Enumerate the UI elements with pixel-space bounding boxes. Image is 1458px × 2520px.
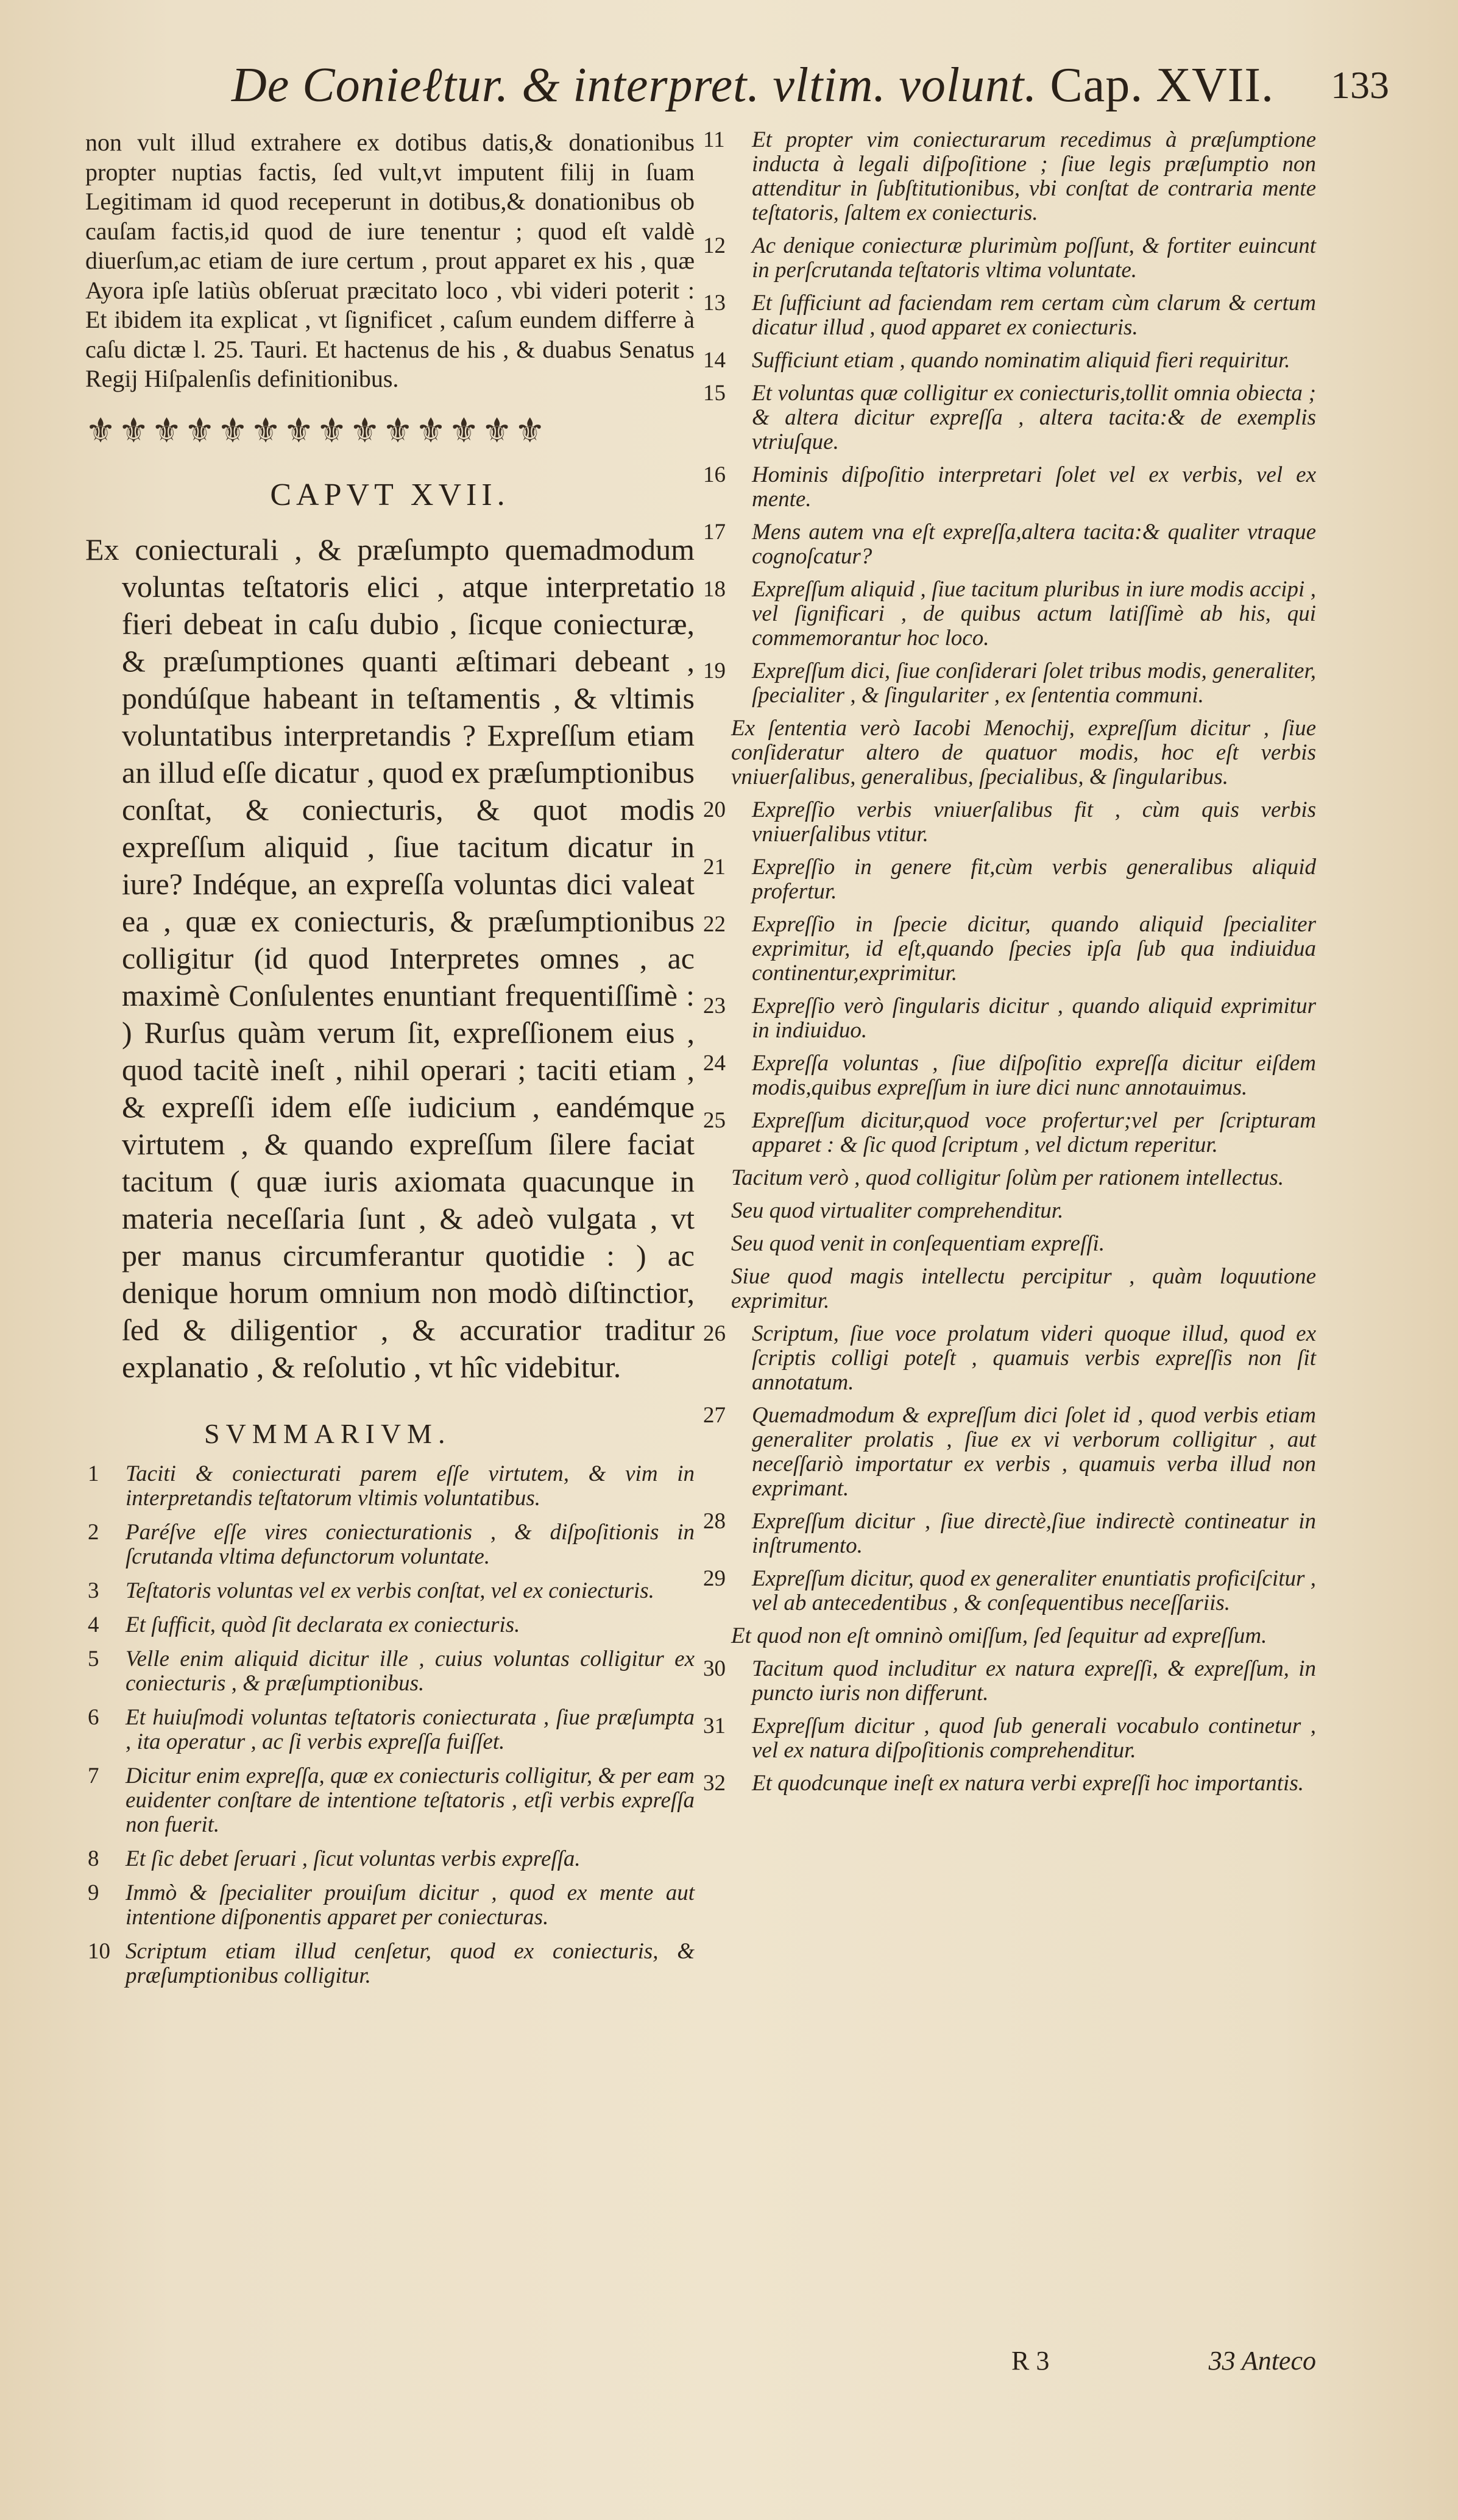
summarium-heading: SVMMARIVM. bbox=[204, 1417, 451, 1449]
summary-item-text: Taciti & coniecturati parem eſſe virtutem, & vim in interpretandis teſtatorum vltimis voluntatibus. bbox=[126, 1461, 695, 1511]
summary-item-number: 25 bbox=[703, 1108, 726, 1133]
summary-item-text: Expreſſio in genere fit,cùm verbis generalibus aliquid profertur. bbox=[752, 855, 1316, 904]
summary-item-number: 7 bbox=[88, 1763, 99, 1788]
summary-item bbox=[701, 659, 1316, 708]
chapter-label: Cap. XVII. bbox=[1050, 58, 1275, 112]
summary-item bbox=[85, 1520, 695, 1569]
running-header bbox=[232, 58, 1389, 125]
summary-item bbox=[701, 381, 1316, 454]
summary-item bbox=[701, 348, 1316, 373]
summary-subentry: Tacitum verò , quod colligitur ſolùm per rationem intellectus. bbox=[731, 1165, 1284, 1190]
catchword: 33 Anteco bbox=[1208, 2346, 1316, 2376]
summary-item-text: Quemadmodum & expreſſum dici ſolet id , quod verbis etiam generaliter prolatis , ſiue ex vi verborum colligitur , aut neceſſariò importatur ex verbis , quamuis verba illud non exprimant. bbox=[752, 1403, 1316, 1501]
summary-item-number: 3 bbox=[88, 1578, 99, 1603]
summary-item-text: Expreſſum dicitur , quod ſub generali vocabulo continetur , vel ex natura diſpoſitionis comprehenditur. bbox=[752, 1714, 1316, 1763]
summary-subentry: Et quod non eſt omninò omiſſum, ſed ſequitur ad expreſſum. bbox=[731, 1623, 1267, 1648]
summary-item bbox=[701, 234, 1316, 283]
argument-text: coniecturali , & præſumpto quemadmodum voluntas teſtatoris elici , atque interpretatio fieri debeat in caſu dubio , ſicque coniecturæ, & præſumptiones quanti æſtimari debeant , pondúſque habeant in teſtamentis , & vltimis voluntatibus interpretandis ? Expreſſum etiam an illud eſſe dicatur , quod ex præſumptionibus conſtat, & coniecturis, & quot modis expreſſum aliquid , ſiue tacitum dicatur in iure? Indéque, an expreſſa voluntas dici valeat ea , quæ ex coniecturis, & præſumptionibus colligitur (id quod Interpretes omnes , ac maximè Conſulentes enuntiant frequentiſſimè : ) Rurſus quàm verum ſit, expreſſionem eius , quod tacitè ineſt , nihil operari ; taciti etiam , & expreſſi idem eſſe iudicium , eandémque virtutem , & quando expreſſum ſilere faciat tacitum ( quæ iuris axiomata quacunque in materia neceſſaria ſunt , & adeò vulgata , vt per manus circumferantur quotidie : ) ac denique horum omnium non modò diſtinctior, ſed & diligentior , & accuratior traditur explanatio , & reſolutio , vt hîc videbitur. bbox=[122, 532, 695, 1384]
summary-item bbox=[701, 1567, 1316, 1615]
summary-subentry: Seu quod virtualiter comprehenditur. bbox=[731, 1198, 1064, 1223]
summary-item bbox=[701, 1714, 1316, 1763]
summary-item-text: Teſtatoris voluntas vel ex verbis conſtat, vel ex coniecturis. bbox=[126, 1578, 654, 1603]
summary-item-text: Hominis diſpoſitio interpretari ſolet vel ex verbis, vel ex mente. bbox=[752, 462, 1316, 512]
page-footer bbox=[701, 2345, 1316, 2382]
summary-item-number: 8 bbox=[88, 1846, 99, 1871]
summary-item-number: 12 bbox=[703, 233, 726, 258]
summary-item bbox=[85, 1462, 695, 1511]
summary-item-number: 9 bbox=[88, 1880, 99, 1905]
summary-item-text: Expreſſum dici, ſiue conſiderari ſolet tribus modis, generaliter, ſpecialiter , & ſingulariter , ex ſententia communi. bbox=[752, 658, 1316, 708]
summary-item bbox=[701, 855, 1316, 904]
summary-item bbox=[701, 798, 1316, 847]
signature-mark: R 3 bbox=[1011, 2346, 1050, 2376]
chapter-heading: CAPVT XVII. bbox=[270, 477, 510, 512]
summary-item bbox=[701, 291, 1316, 340]
continuation-paragraph: non vult illud extrahere ex dotibus datis,& donationibus propter nuptias factis, ſed vult,vt imputent filij in ſuam Legitimam id quod receperunt in dotibus,& donationibus ob cauſam factis,id quod de iure tenentur ; quod eſt valdè diuerſum,ac etiam de iure certum , prout apparet ex his , quæ Ayora ipſe latiùs obſeruat præcitato loco , vbi videri poterit : Et ibidem ita explicat , vt ſignificet , caſum eundem differre à caſu dictæ l. 25. Tauri. Et hactenus de his , & duabus Senatus Regij Hiſpalenſis definitionibus. bbox=[85, 129, 695, 392]
summary-item-text: Ac denique coniecturæ plurimùm poſſunt, & fortiter euincunt in perſcrutanda teſtatoris vltima voluntate. bbox=[752, 233, 1316, 283]
summary-item-text: Dicitur enim expreſſa, quæ ex coniecturis colligitur, & per eam euidenter conſtare de intentione teſtatoris , etſi verbis expreſſa non fuerit. bbox=[126, 1763, 695, 1837]
summary-item-number: 6 bbox=[88, 1704, 99, 1730]
summarium-list-right bbox=[701, 128, 1316, 1804]
summary-item-number: 15 bbox=[703, 381, 726, 406]
summary-item-text: Expreſſum dicitur,quod voce profertur;vel per ſcripturam apparet : & ſic quod ſcriptum , vel dictum reperitur. bbox=[752, 1108, 1316, 1157]
summary-item-text: Sufficiunt etiam , quando nominatim aliquid fieri requiritur. bbox=[752, 348, 1290, 373]
summary-item-text: Expreſſio verò ſingularis dicitur , quando aliquid exprimitur in indiuiduo. bbox=[752, 994, 1316, 1043]
summary-item bbox=[701, 1657, 1316, 1706]
summary-item-number: 11 bbox=[703, 127, 725, 152]
summary-item-number: 2 bbox=[88, 1519, 99, 1545]
summary-item bbox=[85, 1764, 695, 1837]
summary-item-text: Expreſſum aliquid , ſiue tacitum pluribus in iure modis accipi , vel ſignificari , de quibus actum latiſſimè ab his, qui commemorantur hoc loco. bbox=[752, 577, 1316, 651]
summary-subentry: Siue quod magis intellectu percipitur , quàm loquutione exprimitur. bbox=[731, 1264, 1316, 1313]
summary-item-number: 22 bbox=[703, 912, 726, 937]
summary-item-number: 24 bbox=[703, 1051, 726, 1076]
summary-item-number: 4 bbox=[88, 1612, 99, 1637]
summary-item-number: 32 bbox=[703, 1771, 726, 1796]
summary-subentry: Seu quod venit in conſequentiam expreſſi. bbox=[731, 1231, 1105, 1256]
summary-item-number: 17 bbox=[703, 520, 726, 545]
summary-item-text: Et propter vim coniecturarum recedimus à præſumptione inducta à legali diſpoſitione ; ſiue legis præſumptio non attenditur in ſubſtitutionibus, vbi conſtat de contraria mente teſtatoris, ſaltem ex coniecturis. bbox=[752, 127, 1316, 225]
summary-item bbox=[701, 994, 1316, 1043]
summary-item-number: 23 bbox=[703, 994, 726, 1018]
ornamental-divider: ⚜⚜⚜⚜⚜⚜⚜⚜⚜⚜⚜⚜⚜⚜ bbox=[85, 412, 548, 450]
summary-item-text: Mens autem vna eſt expreſſa,altera tacita:& qualiter vtraque cognoſcatur? bbox=[752, 520, 1316, 569]
summary-item-number: 18 bbox=[703, 577, 726, 602]
summary-item-text: Scriptum, ſiue voce prolatum videri quoque illud, quod ex ſcriptis colligi poteſt , quamuis verbis expreſſis non ſit annotatum. bbox=[752, 1321, 1316, 1395]
summary-item-text: Et ſic debet ſeruari , ſicut voluntas verbis expreſſa. bbox=[126, 1846, 581, 1871]
summary-item bbox=[701, 1403, 1316, 1501]
summary-item-text: Et quodcunque ineſt ex natura verbi expreſſi hoc importantis. bbox=[752, 1771, 1304, 1796]
summary-item-number: 5 bbox=[88, 1646, 99, 1671]
summary-item bbox=[701, 577, 1316, 651]
summary-item-text: Paréſve eſſe vires coniecturationis , & diſpoſitionis in ſcrutanda vltima defunctorum voluntate. bbox=[126, 1519, 695, 1569]
summary-item bbox=[701, 520, 1316, 569]
summary-item-number: 31 bbox=[703, 1714, 726, 1738]
summary-item-number: 26 bbox=[703, 1321, 726, 1346]
summarium-list-left bbox=[85, 1462, 695, 1988]
summary-item-number: 13 bbox=[703, 291, 726, 316]
summary-item bbox=[85, 1613, 695, 1637]
summary-item bbox=[701, 1109, 1316, 1157]
summary-item bbox=[701, 463, 1316, 512]
summary-item-text: Expreſſum dicitur, quod ex generaliter enuntiatis proficiſcitur , vel ab antecedentibus , & conſequentibus neceſſariis. bbox=[752, 1566, 1316, 1615]
summary-item-number: 20 bbox=[703, 797, 726, 822]
summary-item-number: 21 bbox=[703, 855, 726, 880]
summary-item bbox=[85, 1881, 695, 1930]
summary-item-number: 1 bbox=[88, 1461, 99, 1486]
summary-item bbox=[701, 912, 1316, 986]
summary-item-text: Expreſſum dicitur , ſiue directè,ſiue indirectè contineatur in inſtrumento. bbox=[752, 1509, 1316, 1558]
summary-item bbox=[701, 1051, 1316, 1100]
summary-item-number: 16 bbox=[703, 462, 726, 487]
argument-first-word: Ex bbox=[85, 532, 119, 566]
summary-item-text: Et huiuſmodi voluntas teſtatoris coniecturata , ſiue præſumpta , ita operatur , ac ſi verbis expreſſa fuiſſet. bbox=[126, 1704, 695, 1754]
summary-subentry: Ex ſententia verò Iacobi Menochij, expreſſum dicitur , ſiue conſideratur altero de quatuor modis, hoc eſt verbis vniuerſalibus, generalibus, ſpecialibus, & ſingularibus. bbox=[731, 716, 1316, 789]
summary-item bbox=[701, 1509, 1316, 1558]
summary-item bbox=[85, 1939, 695, 1988]
summary-item-text: Tacitum quod includitur ex natura expreſſi, & expreſſum, in puncto iuris non differunt. bbox=[752, 1656, 1316, 1706]
page-number: 133 bbox=[1331, 63, 1389, 107]
summary-item bbox=[701, 128, 1316, 225]
summary-item-text: Et ſufficit, quòd ſit declarata ex coniecturis. bbox=[126, 1612, 520, 1637]
summary-item-text: Et voluntas quæ colligitur ex coniecturis,tollit omnia obiecta ; & altera dicitur expreſſa , altera tacita:& de exemplis vtriuſque. bbox=[752, 381, 1316, 454]
summary-item bbox=[85, 1647, 695, 1696]
summary-item-number: 30 bbox=[703, 1656, 726, 1681]
summary-item-text: Scriptum etiam illud cenſetur, quod ex coniecturis, & præſumptionibus colligitur. bbox=[126, 1938, 695, 1988]
summary-item-number: 10 bbox=[88, 1938, 110, 1964]
running-title bbox=[232, 58, 1274, 113]
left-column bbox=[85, 128, 695, 1998]
summary-item-number: 19 bbox=[703, 658, 726, 683]
summary-item-number: 27 bbox=[703, 1403, 726, 1428]
summary-item-number: 28 bbox=[703, 1509, 726, 1534]
chapter-argument bbox=[85, 531, 695, 1386]
summary-item bbox=[701, 1771, 1316, 1796]
summary-item bbox=[701, 1322, 1316, 1395]
summary-item-number: 14 bbox=[703, 348, 726, 373]
summary-item-text: Expreſſa voluntas , ſiue diſpoſitio expreſſa dicitur eiſdem modis,quibus expreſſum in iure dici nunc annotauimus. bbox=[752, 1051, 1316, 1100]
running-title-text: De Conieℓtur. & interpret. vltim. volunt. bbox=[232, 58, 1038, 112]
summary-item-text: Expreſſio verbis vniuerſalibus fit , cùm quis verbis vniuerſalibus vtitur. bbox=[752, 797, 1316, 847]
summary-item bbox=[85, 1847, 695, 1871]
summary-item-text: Et ſufficiunt ad faciendam rem certam cùm clarum & certum dicatur illud , quod apparet ex coniecturis. bbox=[752, 291, 1316, 340]
summary-item-text: Velle enim aliquid dicitur ille , cuius voluntas colligitur ex coniecturis , & præſumptionibus. bbox=[126, 1646, 695, 1696]
summary-item bbox=[85, 1706, 695, 1754]
summary-item bbox=[85, 1579, 695, 1603]
summary-item-number: 29 bbox=[703, 1566, 726, 1591]
summary-item-text: Immò & ſpecialiter prouiſum dicitur , quod ex mente aut intentione diſponentis apparet per coniecturas. bbox=[126, 1880, 695, 1930]
summary-item-text: Expreſſio in ſpecie dicitur, quando aliquid ſpecialiter exprimitur, id eſt,quando ſpecies ipſa ſub qua indiuidua continentur,exprimitur. bbox=[752, 912, 1316, 986]
